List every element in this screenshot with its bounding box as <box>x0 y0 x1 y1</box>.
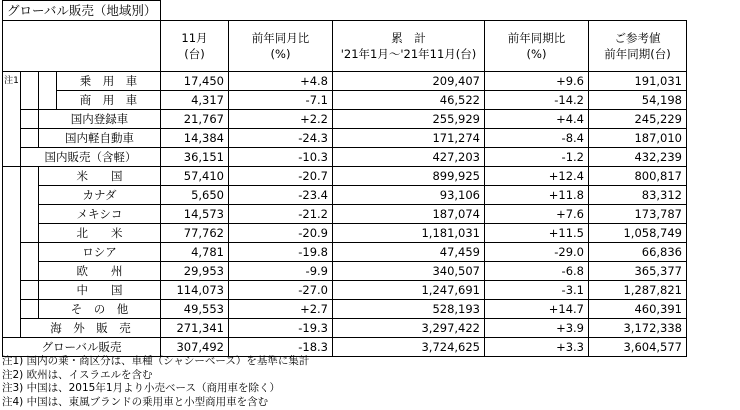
cell-cumulative: 427,203 <box>333 148 485 167</box>
row-label: そ の 他 <box>39 300 161 319</box>
cell-yoy-period: +12.4 <box>485 167 589 186</box>
cell-month: 21,767 <box>161 110 229 129</box>
table-row <box>3 91 687 110</box>
global-sales-table <box>2 20 687 357</box>
header-cumulative <box>333 21 485 72</box>
cell-month: 29,953 <box>161 262 229 281</box>
header-row <box>3 21 687 72</box>
cell-yoy-period: -29.0 <box>485 243 589 262</box>
cell-yoy-month: -20.9 <box>229 224 333 243</box>
header-reference-unit: 前年同期(台) <box>604 47 671 61</box>
cell-cumulative: 340,507 <box>333 262 485 281</box>
cell-yoy-month: -18.3 <box>229 338 333 357</box>
cell-yoy-period: +9.6 <box>485 72 589 91</box>
cell-month: 36,151 <box>161 148 229 167</box>
cell-cumulative: 209,407 <box>333 72 485 91</box>
row-label: 乗 用 車 <box>57 72 161 91</box>
table-row <box>3 338 687 357</box>
cell-cumulative: 1,247,691 <box>333 281 485 300</box>
row-label: 北 米 <box>39 224 161 243</box>
header-yoy-period-unit: (%) <box>526 47 547 61</box>
cell-yoy-month: +2.7 <box>229 300 333 319</box>
table-row <box>3 262 687 281</box>
cell-yoy-period: -1.2 <box>485 148 589 167</box>
cell-yoy-period: -6.8 <box>485 262 589 281</box>
table-row <box>3 205 687 224</box>
row-label: 国内販売（含軽） <box>21 148 161 167</box>
footnote: 注4) 中国は、東風ブランドの乗用車と小型商用車を含む <box>2 395 269 408</box>
row-label: 中 国 <box>39 281 161 300</box>
header-month <box>161 21 229 72</box>
cell-yoy-month: -9.9 <box>229 262 333 281</box>
cell-yoy-period: +4.4 <box>485 110 589 129</box>
cell-month: 14,384 <box>161 129 229 148</box>
cell-month: 57,410 <box>161 167 229 186</box>
cell-month: 271,341 <box>161 319 229 338</box>
cell-month: 307,492 <box>161 338 229 357</box>
indent-cell <box>21 300 39 319</box>
indent-cell <box>21 129 39 148</box>
cell-reference: 3,604,577 <box>589 338 687 357</box>
cell-cumulative: 93,106 <box>333 186 485 205</box>
cell-reference: 54,198 <box>589 91 687 110</box>
footnotes <box>2 355 309 409</box>
side-note-label: 注1 <box>3 72 21 167</box>
cell-cumulative: 46,522 <box>333 91 485 110</box>
cell-cumulative: 528,193 <box>333 300 485 319</box>
cell-cumulative: 187,074 <box>333 205 485 224</box>
header-reference <box>589 21 687 72</box>
cell-cumulative: 3,724,625 <box>333 338 485 357</box>
cell-month: 49,553 <box>161 300 229 319</box>
cell-cumulative: 1,181,031 <box>333 224 485 243</box>
row-label: 国内登録車 <box>39 110 161 129</box>
cell-yoy-period: +11.8 <box>485 186 589 205</box>
header-reference-label: ご参考値 <box>614 31 661 45</box>
cell-cumulative: 171,274 <box>333 129 485 148</box>
cell-reference: 187,010 <box>589 129 687 148</box>
row-label: 国内軽自動車 <box>39 129 161 148</box>
cell-reference: 432,239 <box>589 148 687 167</box>
cell-yoy-period: +3.3 <box>485 338 589 357</box>
cell-cumulative: 47,459 <box>333 243 485 262</box>
cell-reference: 3,172,338 <box>589 319 687 338</box>
cell-yoy-month: -27.0 <box>229 281 333 300</box>
row-label: カナダ <box>39 186 161 205</box>
cell-yoy-period: +14.7 <box>485 300 589 319</box>
row-label: 海 外 販 売 <box>21 319 161 338</box>
header-month-unit: (台) <box>184 47 205 61</box>
indent-cell <box>3 167 21 338</box>
table-row <box>3 319 687 338</box>
cell-yoy-month: -20.7 <box>229 167 333 186</box>
cell-month: 14,573 <box>161 205 229 224</box>
table-row <box>3 224 687 243</box>
cell-cumulative: 255,929 <box>333 110 485 129</box>
footnote: 注2) 欧州は、イスラエルを含む <box>2 368 153 381</box>
header-yoy-period <box>485 21 589 72</box>
header-month-label: 11月 <box>181 31 208 45</box>
cell-yoy-month: -23.4 <box>229 186 333 205</box>
cell-month: 5,650 <box>161 186 229 205</box>
cell-yoy-month: +4.8 <box>229 72 333 91</box>
cell-yoy-month: +2.2 <box>229 110 333 129</box>
cell-reference: 173,787 <box>589 205 687 224</box>
header-yoy-period-label: 前年同期比 <box>507 31 566 45</box>
row-label: グローバル販売 <box>3 338 161 357</box>
row-label: メキシコ <box>39 205 161 224</box>
cell-yoy-period: +7.6 <box>485 205 589 224</box>
table-row <box>3 110 687 129</box>
indent-cell <box>39 72 57 110</box>
cell-yoy-month: -7.1 <box>229 91 333 110</box>
cell-reference: 66,836 <box>589 243 687 262</box>
cell-month: 4,317 <box>161 91 229 110</box>
table-row <box>3 281 687 300</box>
cell-yoy-month: -21.2 <box>229 205 333 224</box>
header-yoy-month-unit: (%) <box>270 47 291 61</box>
cell-yoy-month: -19.3 <box>229 319 333 338</box>
cell-yoy-period: -3.1 <box>485 281 589 300</box>
indent-cell <box>21 243 39 281</box>
cell-yoy-month: -19.8 <box>229 243 333 262</box>
cell-reference: 83,312 <box>589 186 687 205</box>
table-row <box>3 243 687 262</box>
cell-month: 77,762 <box>161 224 229 243</box>
table-row <box>3 167 687 186</box>
table-row <box>3 72 687 91</box>
cell-month: 114,073 <box>161 281 229 300</box>
footnote: 注1) 国内の乗・商区分は、車種（シャシーベース）を基準に集計 <box>2 355 310 367</box>
cell-yoy-month: -24.3 <box>229 129 333 148</box>
cell-cumulative: 3,297,422 <box>333 319 485 338</box>
cell-yoy-period: -8.4 <box>485 129 589 148</box>
cell-month: 4,781 <box>161 243 229 262</box>
table-row <box>3 148 687 167</box>
header-yoy-month-label: 前年同月比 <box>251 31 310 45</box>
cell-reference: 365,377 <box>589 262 687 281</box>
indent-cell <box>21 281 39 300</box>
cell-yoy-period: +3.9 <box>485 319 589 338</box>
cell-reference: 191,031 <box>589 72 687 91</box>
cell-reference: 245,229 <box>589 110 687 129</box>
header-blank <box>3 21 161 72</box>
cell-reference: 460,391 <box>589 300 687 319</box>
row-label: 欧 州 <box>39 262 161 281</box>
indent-cell <box>21 72 39 110</box>
table-row <box>3 129 687 148</box>
row-label: 商 用 車 <box>57 91 161 110</box>
footnote: 注3) 中国は、2015年1月より小売ベース（商用車を除く） <box>2 382 280 394</box>
cell-cumulative: 899,925 <box>333 167 485 186</box>
header-yoy-month <box>229 21 333 72</box>
cell-yoy-month: -10.3 <box>229 148 333 167</box>
cell-yoy-period: -14.2 <box>485 91 589 110</box>
cell-reference: 1,287,821 <box>589 281 687 300</box>
table-row <box>3 300 687 319</box>
table-row <box>3 186 687 205</box>
cell-reference: 800,817 <box>589 167 687 186</box>
header-cumulative-label: 累 計 <box>391 31 426 45</box>
cell-month: 17,450 <box>161 72 229 91</box>
indent-cell <box>21 167 39 243</box>
header-cumulative-unit: '21年1月～'21年11月(台) <box>340 47 477 61</box>
table-title: グローバル販売（地域別） <box>2 0 161 21</box>
cell-reference: 1,058,749 <box>589 224 687 243</box>
cell-yoy-period: +11.5 <box>485 224 589 243</box>
row-label: ロシア <box>39 243 161 262</box>
row-label: 米 国 <box>39 167 161 186</box>
indent-cell <box>21 110 39 129</box>
